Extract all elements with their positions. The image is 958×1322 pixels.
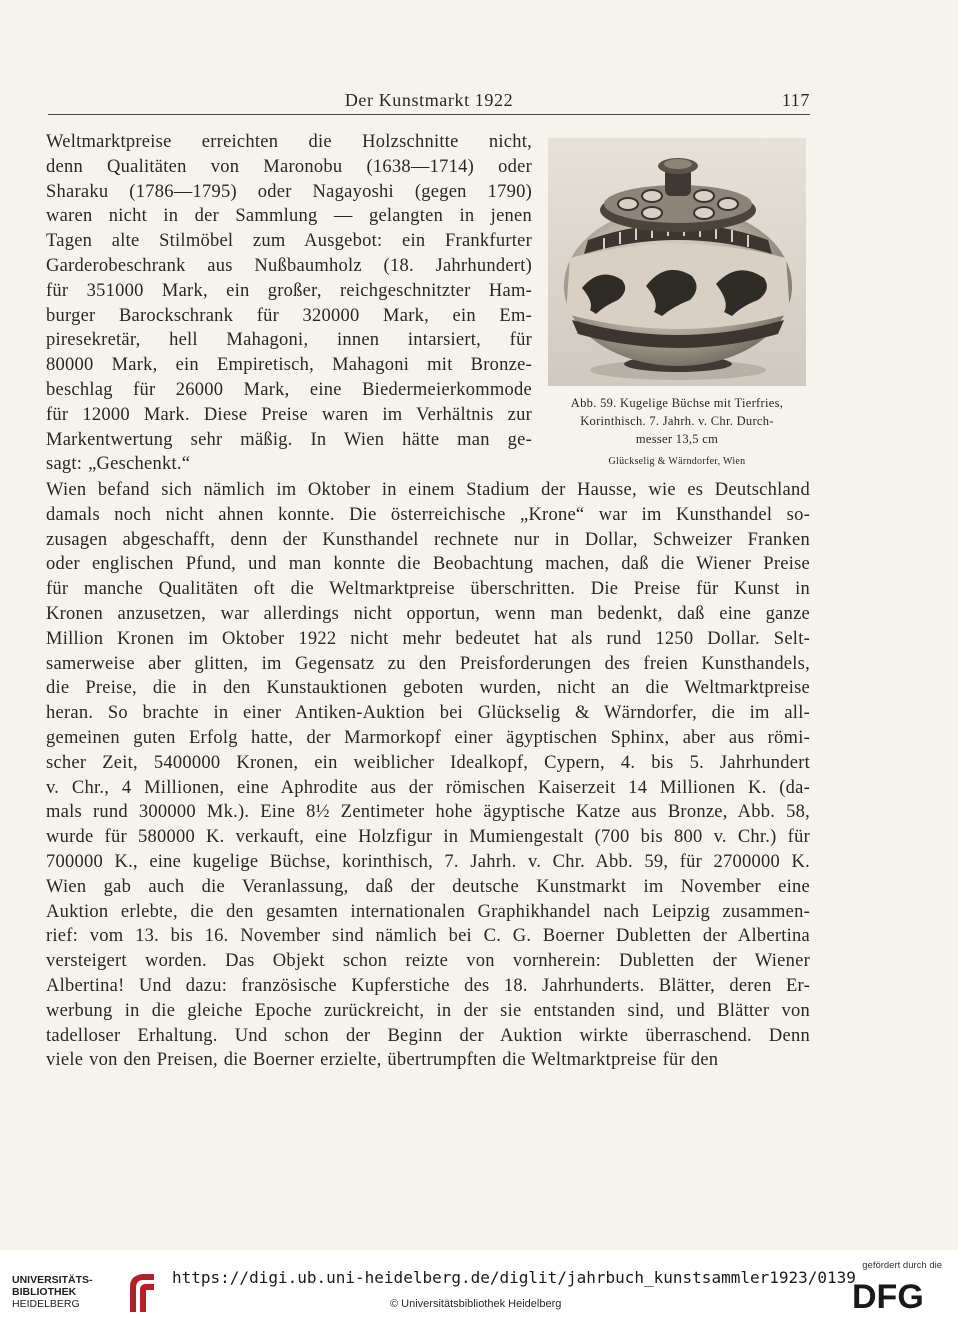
copyright-text: © Universitätsbibliothek Heidelberg: [390, 1298, 562, 1310]
text-line: damals noch nicht ahnen konnte. Die österreichische „Krone“ war im Kunsthandel so-: [46, 504, 810, 525]
running-head: [48, 90, 810, 115]
text-line: die Preise, die in den Kunstauktionen geboten wurden, nicht an die Weltmarktpreise: [46, 678, 810, 699]
text-line: Markentwertung sehr mäßig. In Wien hätte man ge-: [46, 429, 532, 450]
text-line: für 12000 Mark. Diese Preise waren im Verhältnis zur: [46, 404, 532, 425]
text-line: Weltmarktpreise erreichten die Holzschnitte nicht,: [46, 132, 532, 152]
text-line: Wien gab auch die Veranlassung, daß der deutsche Kunstmarkt im November eine: [46, 876, 810, 897]
text-line: rief: vom 13. bis 16. November sind nämlich bei C. G. Boerner Dubletten der Albertina: [46, 926, 810, 947]
text-line: mals rund 300000 Mk.). Eine 8½ Zentimeter hohe ägyptische Katze aus Bronze, Abb. 58,: [46, 802, 810, 823]
institution-line: BIBLIOTHEK: [12, 1286, 77, 1298]
text-line: wurde für 580000 K. verkauft, eine Holzfigur in Mumiengestalt (700 bis 800 v. Chr.) für: [46, 827, 810, 848]
text-line: scher Zeit, 5400000 Kronen, ein weiblicher Idealkopf, Cypern, 4. bis 5. Jahrhundert: [46, 752, 810, 773]
text-line: Wien befand sich nämlich im Oktober in einem Stadium der Hausse, wie es Deutschland: [46, 480, 810, 500]
text-line: waren nicht in der Sammlung — gelangten in jenen: [46, 206, 532, 227]
figure-caption: [538, 394, 816, 448]
text-line: oder englischen Pfund, und man konnte die Beobachtung machen, daß die Wiener Preise: [46, 554, 810, 575]
institution-line: HEIDELBERG: [12, 1298, 80, 1310]
text-line: heran. So brachte in einer Antiken-Auktion bei Glückselig & Wärndorfer, die im all-: [46, 703, 810, 724]
dfg-logo-text: DFG: [852, 1278, 924, 1312]
vase-illustration: [548, 138, 806, 386]
text-line: 700000 K., eine kugelige Büchse, korinthisch, 7. Jahrh. v. Chr. Abb. 59, für 2700000 K.: [46, 851, 810, 872]
text-line: werbung in die gleiche Epoche zurückreicht, in der sie entstanden sind, und Blätter von: [46, 1000, 810, 1021]
text-line: burger Barockschrank für 320000 Mark, ein Em-: [46, 305, 532, 326]
caption-line: Korinthisch. 7. Jahrh. v. Chr. Durch-: [580, 414, 774, 428]
text-line: Tagen alte Stilmöbel zum Ausgebot: ein Frankfurter: [46, 231, 532, 252]
text-line: für 351000 Mark, ein großer, reichgeschnitzter Ham-: [46, 280, 532, 301]
text-line: denn Qualitäten von Maronobu (1638—1714) oder: [46, 156, 532, 177]
text-line: Kronen anzusetzen, war allerdings nicht opportun, wenn man bedenkt, daß eine ganze: [46, 603, 810, 624]
text-line: Auktion erlebte, die den gesamten internationalen Graphikhandel nach Leipzig zusammen-: [46, 901, 810, 922]
text-line: Garderobeschrank aus Nußbaumholz (18. Jahrhundert): [46, 255, 532, 276]
source-url-link[interactable]: https://digi.ub.uni-heidelberg.de/diglit/jahrbuch_kunstsammler1923/0139: [172, 1268, 856, 1287]
text-line: zusagen abgeschafft, denn der Kunsthandel rechnete nur in Dollar, Schweizer Franken: [46, 529, 810, 550]
text-column-narrow: [46, 130, 532, 477]
footer-bar: [0, 1250, 958, 1322]
text-line: 80000 Mark, ein Empiretisch, Mahagoni mit Bronze-: [46, 355, 532, 376]
university-library-logo[interactable]: [12, 1272, 162, 1314]
text-column-full: [46, 478, 810, 1073]
text-line: samerweise aber glitten, im Gegensatz zu den Preisforderungen des freien Kunsthandels,: [46, 653, 810, 674]
text-line: sagt: „Geschenkt.“: [46, 454, 191, 475]
text-line: beschlag für 26000 Mark, eine Biedermeierkommode: [46, 379, 532, 400]
text-line: versteigert worden. Das Objekt schon reizte von vornherein: Dubletten der Wiener: [46, 951, 810, 972]
funded-by-text: gefördert durch die: [862, 1260, 942, 1271]
text-line: viele von den Preisen, die Boerner erzielte, übertrumpften die Weltmarktpreise für den: [46, 1050, 719, 1071]
text-line: Sharaku (1786—1795) oder Nagayoshi (gegen 1790): [46, 181, 532, 202]
university-seal-icon: [124, 1272, 160, 1314]
running-title: Der Kunstmarkt 1922: [344, 90, 514, 110]
text-line: tadelloser Erhaltung. Und schon der Beginn der Auktion wirkte überraschend. Denn: [46, 1025, 810, 1046]
institution-line: UNIVERSITÄTS-: [12, 1274, 93, 1286]
caption-line: Abb. 59. Kugelige Büchse mit Tierfries,: [570, 396, 784, 410]
text-line: Million Kronen im Oktober 1922 nicht mehr bedeutet hat als rund 1250 Dollar. Selt-: [46, 628, 810, 649]
text-line: v. Chr., 4 Millionen, eine Aphrodite aus der römischen Kaiserzeit 14 Millionen K. (da-: [46, 777, 810, 798]
page-number: 117: [781, 90, 810, 110]
dfg-logo[interactable]: [852, 1278, 944, 1312]
text-line: Albertina! Und dazu: französische Kupferstiche des 18. Jahrhunderts. Blätter, deren Er-: [46, 975, 810, 996]
figure-credit: Glückselig & Wärndorfer, Wien: [608, 456, 746, 467]
text-line: gemeinen guten Erfolg hatte, der Marmorkopf einer ägyptischen Sphinx, aber aus römi-: [46, 727, 810, 748]
caption-line: messer 13,5 cm: [635, 432, 719, 446]
text-line: für manche Qualitäten oft die Weltmarktpreise überschritten. Die Preise für Kunst in: [46, 579, 810, 600]
text-line: piresekretär, hell Mahagoni, innen intarsiert, für: [46, 330, 532, 351]
figure-vase-photo: [548, 138, 806, 386]
